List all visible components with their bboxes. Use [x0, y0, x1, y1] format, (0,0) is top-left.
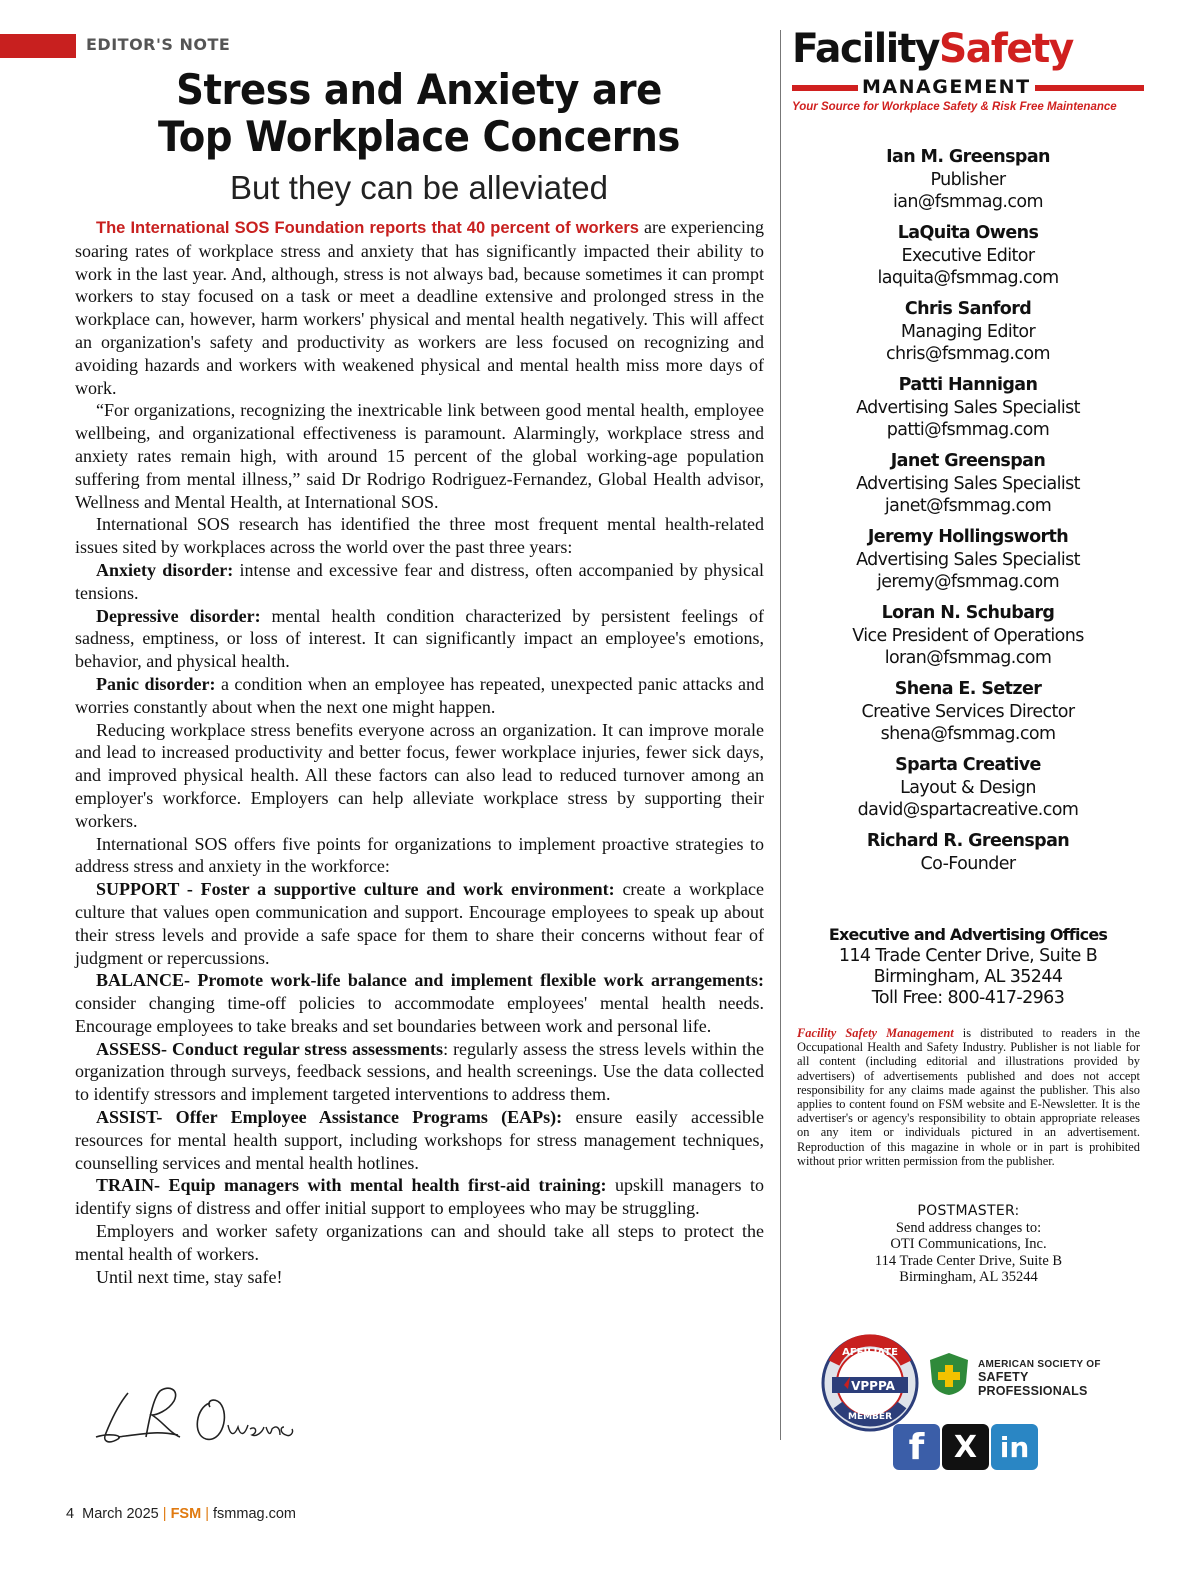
paragraph: “For organizations, recognizing the inextricable link between good mental health, employee wellbeing, and organizational effectiveness is paramount. Alarmingly, workplace stress and anxiety rates remain high, with around 15 percent of the global working-age population suffering from mental illness,” said Dr Rodrigo Rodriguez-Fernandez, Global Health advisor, Wellness and Mental Health, at International SOS.	[75, 400, 764, 512]
offices-block	[782, 924, 1154, 1009]
paragraph: Reducing workplace stress benefits everyone across an organization. It can improve morale and lead to increased productivity and better focus, fewer workplace injuries, fewer sick days, and improved physical health. All these factors can also lead to reduced turnover among an employer's workforce. Employers can help alleviate workplace stress by supporting their workers.	[75, 719, 764, 831]
lead-in: The International SOS Foundation reports that 40 percent of workers	[96, 219, 639, 237]
email-link[interactable]: loran@fsmmag.com	[884, 648, 1052, 668]
offices-heading: Executive and Advertising Offices	[828, 925, 1108, 944]
staff-entry: LaQuita Owens Executive Editor laquita@fsmmag.com	[782, 221, 1154, 289]
facebook-icon[interactable]: f	[893, 1424, 940, 1470]
masthead-bar	[792, 76, 1144, 98]
page-folio: 4 March 2025 | FSM | fsmmag.com	[66, 1506, 297, 1522]
closing-line: Until next time, stay safe!	[96, 1266, 283, 1287]
asse-logo	[928, 1352, 1138, 1396]
address-line: 114 Trade Center Drive, Suite B	[838, 946, 1098, 966]
staff-entry: Ian M. Greenspan Publisher ian@fsmmag.com	[782, 145, 1154, 213]
asse-line-2: SAFETY PROFESSIONALS	[978, 1370, 1088, 1398]
email-link[interactable]: ian@fsmmag.com	[893, 192, 1043, 212]
website-link[interactable]: fsmmag.com	[213, 1506, 297, 1522]
headline	[102, 66, 737, 160]
paragraph: ASSIST- Offer Employee Assistance Programs (EAPs): ensure easily accessible resources for mental health support, including workshops for stress management techniques, counselling services and mental health hotlines.	[75, 1107, 765, 1173]
staff-entry: Janet Greenspan Advertising Sales Specialist janet@fsmmag.com	[782, 449, 1154, 517]
paragraph: TRAIN- Equip managers with mental health first-aid training: upskill managers to identify signs of distress and offer initial support to employees who may be struggling.	[75, 1175, 764, 1219]
email-link[interactable]: david@spartacreative.com	[857, 800, 1079, 820]
email-link[interactable]: shena@fsmmag.com	[880, 724, 1056, 744]
staff-entry: Shena E. Setzer Creative Services Director shena@fsmmag.com	[782, 677, 1154, 745]
staff-list	[782, 145, 1154, 883]
subheadline: But they can be alleviated	[230, 169, 608, 206]
email-link[interactable]: laquita@fsmmag.com	[877, 268, 1059, 288]
staff-entry: Sparta Creative Layout & Design david@spartacreative.com	[782, 753, 1154, 821]
paragraph: The International SOS Foundation reports that 40 percent of workers are experiencing soaring rates of workplace stress and anxiety that has significantly impacted their ability to work in the last year. And, although, stress is not always bad, because sometimes it can prompt workers to stay focused on a task or meet a deadline extensive and prolonged stress in the workplace can, however, harm workers' physical and mental health negatively. This will affect an organization's safety and productivity as workers are less focused on recognizing and avoiding hazards and workers with weakened physical and mental health miss more days of work.	[75, 217, 764, 398]
column-divider	[780, 30, 781, 1440]
article-body	[75, 216, 764, 1288]
disclaimer: Facility Safety Management is distributed to readers in the Occupational Health and Safety Industry. Publisher is not liable for all content (including editorial and illustrations provided by advertisers) of advertisements published and does not accept responsibility for any claims made against the publisher. This also applies to content found on FSM website and E-Newsletter. It is the advertiser's or agency's responsibility to obtain appropriate releases on any item or individuals pictured in an advertisement. Reproduction of this magazine in whole or in part is prohibited without prior written permission from the publisher.	[797, 1026, 1141, 1168]
signature	[88, 1375, 308, 1455]
email-link[interactable]: jeremy@fsmmag.com	[876, 572, 1060, 592]
staff-entry: Loran N. Schubarg Vice President of Operations loran@fsmmag.com	[782, 601, 1154, 669]
folio-brand: FSM	[170, 1506, 202, 1522]
headline-line-1: Stress and Anxiety are	[176, 65, 662, 114]
address-line: Birmingham, AL 35244	[873, 967, 1063, 987]
asse-line-1: AMERICAN SOCIETY OF	[978, 1359, 1101, 1370]
social-links	[893, 1424, 1038, 1472]
masthead-title: FacilitySafety	[792, 26, 1073, 72]
masthead-subtitle: MANAGEMENT	[858, 76, 1035, 98]
badge-middle-text: VPPPA	[851, 1379, 895, 1393]
phone-number: Toll Free: 800-417-2963	[871, 988, 1065, 1008]
x-icon[interactable]: X	[942, 1424, 989, 1470]
section-label: EDITOR'S NOTE	[86, 35, 231, 54]
paragraph: Anxiety disorder: intense and excessive fear and distress, often accompanied by physical tensions.	[75, 559, 764, 603]
asse-shield-icon	[928, 1352, 970, 1396]
linkedin-icon[interactable]: in	[991, 1424, 1038, 1470]
paragraph: SUPPORT - Foster a supportive culture and work environment: create a workplace culture that values open communication and support. Encourage employees to speak up about their stress levels and provide a safe space for them to share their concerns without fear of judgment or repercussions.	[75, 879, 764, 968]
postmaster-heading: POSTMASTER:	[917, 1203, 1020, 1219]
paragraph: Depressive disorder: mental health condition characterized by persistent feelings of sadness, emptiness, or loss of interest. It can significantly impact an employee's emotions, behavior, and physical health.	[75, 605, 764, 672]
badge-bottom-text: MEMBER	[848, 1412, 892, 1422]
email-link[interactable]: janet@fsmmag.com	[884, 496, 1052, 516]
paragraph: ASSESS- Conduct regular stress assessments: regularly assess the stress levels within the organization through surveys, feedback sessions, and health screenings. Use the data collected to identify stressors and implement targeted interventions to address them.	[75, 1038, 764, 1105]
vpppa-affiliate-badge-icon	[820, 1333, 920, 1433]
staff-entry: Jeremy Hollingsworth Advertising Sales Specialist jeremy@fsmmag.com	[782, 525, 1154, 593]
staff-entry: Richard R. Greenspan Co-Founder	[866, 831, 1070, 874]
paragraph: Panic disorder: a condition when an employee has repeated, unexpected panic attacks and worries constantly about when the next one might happen.	[75, 673, 764, 717]
postmaster-block: POSTMASTER: Send address changes to: OTI Communications, Inc. 114 Trade Center Drive, Suite B Birmingham, AL 35244	[797, 1203, 1140, 1286]
staff-entry: Patti Hannigan Advertising Sales Specialist patti@fsmmag.com	[782, 373, 1154, 441]
headline-line-2: Top Workplace Concerns	[158, 112, 680, 161]
badge-top-text: AFFILIATE	[842, 1347, 898, 1358]
page-number: 4	[66, 1506, 75, 1522]
paragraph: BALANCE- Promote work-life balance and implement flexible work arrangements: consider changing time-off policies to accommodate employees' mental health needs. Encourage employees to take breaks and set boundaries between work and personal life.	[75, 970, 764, 1036]
paragraph: Employers and worker safety organizations can and should take all steps to protect the mental health of workers.	[75, 1221, 764, 1264]
paragraph: International SOS offers five points for organizations to implement proactive strategies to address stress and anxiety in the workforce:	[75, 833, 764, 877]
masthead-tagline: Your Source for Workplace Safety & Risk Free Maintenance	[792, 101, 1117, 113]
section-color-bar	[0, 34, 76, 58]
email-link[interactable]: patti@fsmmag.com	[886, 420, 1050, 440]
staff-entry: Chris Sanford Managing Editor chris@fsmmag.com	[782, 297, 1154, 365]
email-link[interactable]: chris@fsmmag.com	[886, 344, 1050, 364]
issue-date: March 2025	[82, 1506, 159, 1522]
paragraph: International SOS research has identified the three most frequent mental health-related issues sited by workplaces across the world over the past three years:	[75, 514, 764, 558]
masthead-logo	[792, 24, 1144, 113]
